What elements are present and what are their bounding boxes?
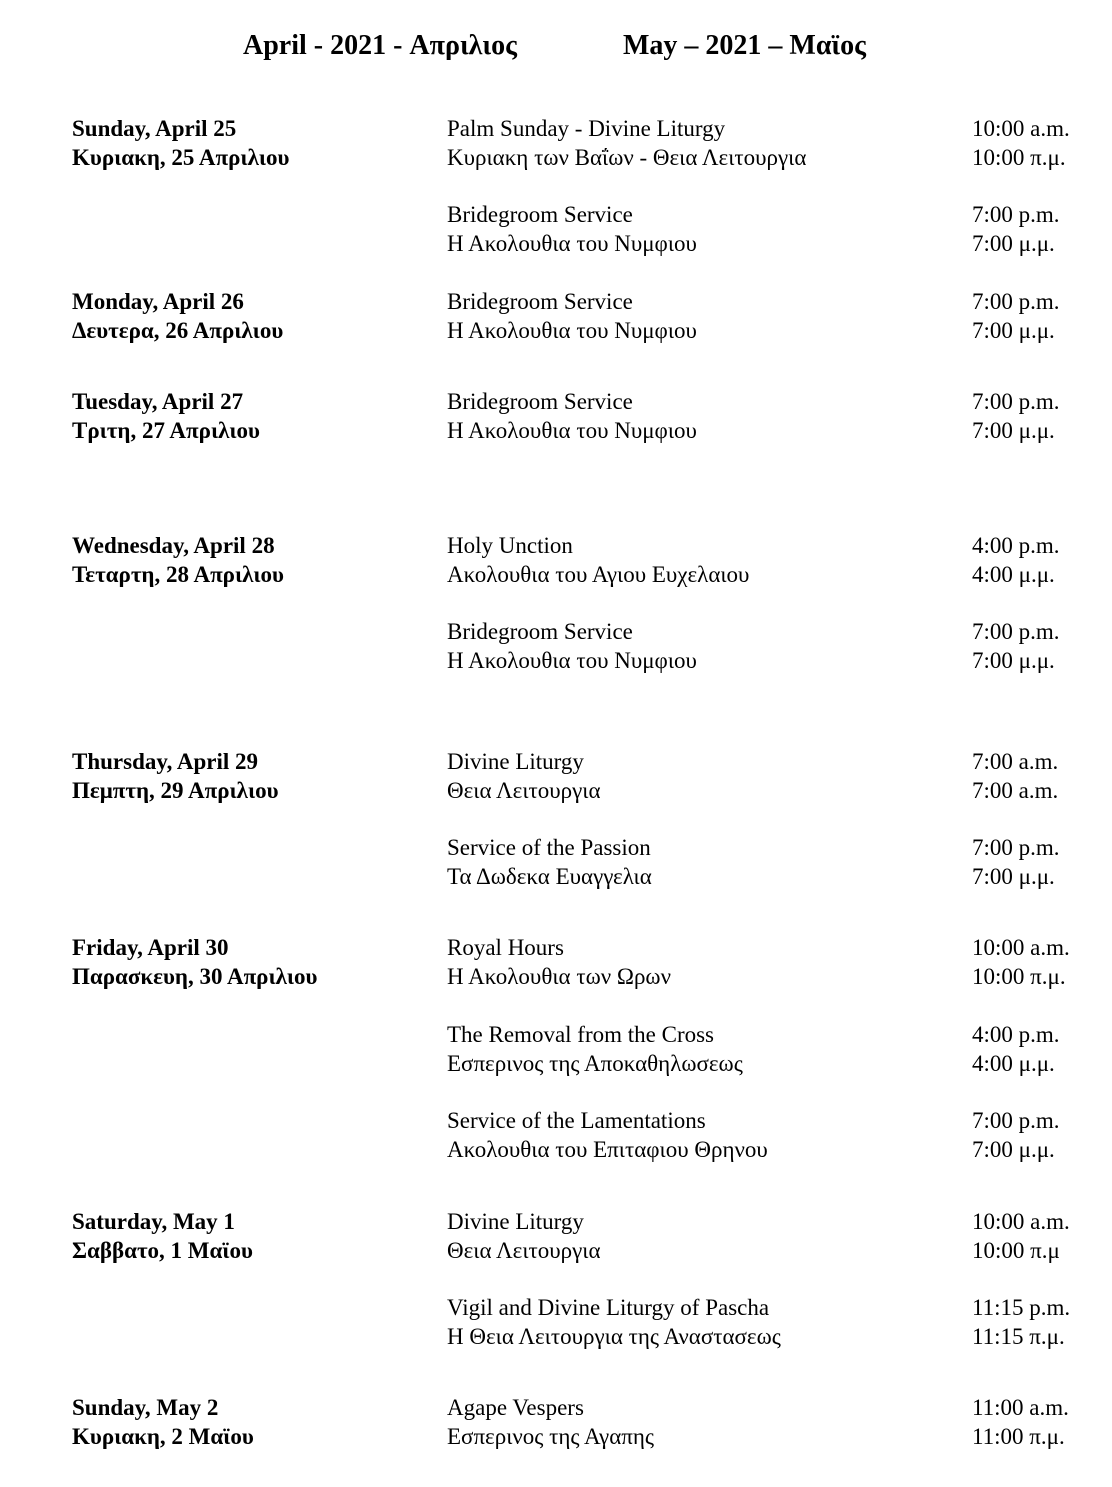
service-time-en: 7:00 p.m. — [972, 202, 1060, 227]
service-name-en: Divine Liturgy — [447, 749, 584, 774]
day-label-en: Friday, April 30 — [72, 935, 229, 960]
service-name-el: Η Ακολουθια των Ωρων — [447, 964, 671, 989]
day-label-el: Τριτη, 27 Απριλιου — [72, 418, 260, 443]
day-label-en: Monday, April 26 — [72, 289, 244, 314]
service-time-en: 7:00 p.m. — [972, 619, 1060, 644]
day-label-el: Τεταρτη, 28 Απριλιου — [72, 562, 284, 587]
service-time-el: 7:00 μ.μ. — [972, 231, 1055, 256]
header-may: May – 2021 – Μαϊος — [623, 30, 866, 61]
service-name-en: Divine Liturgy — [447, 1209, 584, 1234]
service-name-el: Η Θεια Λειτουργια της Αναστασεως — [447, 1324, 781, 1349]
service-name-en: Bridegroom Service — [447, 619, 633, 644]
service-name-el: Θεια Λειτουργια — [447, 1238, 601, 1263]
day-label-el: Σαββατο, 1 Μαϊου — [72, 1238, 253, 1263]
service-time-en: 7:00 a.m. — [972, 749, 1059, 774]
service-name-el: Η Ακολουθια του Νυμφιου — [447, 418, 697, 443]
day-label-el: Κυριακη, 2 Μαϊου — [72, 1424, 254, 1449]
day-label-en: Tuesday, April 27 — [72, 389, 244, 414]
day-label-el: Κυριακη, 25 Απριλιου — [72, 145, 290, 170]
service-time-en: 4:00 p.m. — [972, 533, 1060, 558]
service-time-el: 7:00 μ.μ. — [972, 864, 1055, 889]
service-name-el: Εσπερινος της Αποκαθηλωσεως — [447, 1051, 743, 1076]
service-name-en: Vigil and Divine Liturgy of Pascha — [447, 1295, 770, 1320]
service-name-en: Holy Unction — [447, 533, 573, 558]
service-time-el: 4:00 μ.μ. — [972, 1051, 1055, 1076]
service-name-el: Η Ακολουθια του Νυμφιου — [447, 318, 697, 343]
service-time-el: 10:00 π.μ. — [972, 964, 1066, 989]
service-name-en: Service of the Passion — [447, 835, 651, 860]
service-time-en: 7:00 p.m. — [972, 835, 1060, 860]
service-name-en: Bridegroom Service — [447, 289, 633, 314]
service-time-en: 10:00 a.m. — [972, 116, 1070, 141]
day-label-el: Παρασκευη, 30 Απριλιου — [72, 964, 318, 989]
day-label-en: Sunday, April 25 — [72, 116, 237, 141]
service-name-en: Agape Vespers — [447, 1395, 584, 1420]
service-name-en: Service of the Lamentations — [447, 1108, 706, 1133]
service-name-el: Τα Δωδεκα Ευαγγελια — [447, 864, 652, 889]
service-name-el: Κυριακη των Βαΐων - Θεια Λειτουργια — [447, 145, 807, 170]
service-time-el: 10:00 π.μ — [972, 1238, 1060, 1263]
service-name-en: Palm Sunday - Divine Liturgy — [447, 116, 726, 141]
service-time-el: 11:15 π.μ. — [972, 1324, 1065, 1349]
service-time-el: 7:00 μ.μ. — [972, 1137, 1055, 1162]
service-name-en: The Removal from the Cross — [447, 1022, 715, 1047]
day-label-en: Wednesday, April 28 — [72, 533, 275, 558]
service-time-en: 4:00 p.m. — [972, 1022, 1060, 1047]
service-time-en: 10:00 a.m. — [972, 1209, 1070, 1234]
day-label-en: Sunday, May 2 — [72, 1395, 219, 1420]
service-time-en: 10:00 a.m. — [972, 935, 1070, 960]
day-label-el: Δευτερα, 26 Απριλιου — [72, 318, 284, 343]
service-name-el: Ακολουθια του Επιταφιου Θρηνου — [447, 1137, 768, 1162]
service-name-el: Η Ακολουθια του Νυμφιου — [447, 231, 697, 256]
service-time-en: 7:00 p.m. — [972, 1108, 1060, 1133]
day-label-el: Πεμπτη, 29 Απριλιου — [72, 778, 279, 803]
service-name-el: Θεια Λειτουργια — [447, 778, 601, 803]
page-header — [0, 30, 1112, 70]
header-april: April - 2021 - Απριλιος — [243, 30, 517, 61]
day-label-en: Thursday, April 29 — [72, 749, 258, 774]
service-time-el: 7:00 μ.μ. — [972, 418, 1055, 443]
day-label-en: Saturday, May 1 — [72, 1209, 235, 1234]
service-name-en: Royal Hours — [447, 935, 564, 960]
service-name-en: Bridegroom Service — [447, 202, 633, 227]
service-time-el: 7:00 μ.μ. — [972, 648, 1055, 673]
service-time-el: 4:00 μ.μ. — [972, 562, 1055, 587]
service-name-el: Ακολουθια του Αγιου Ευχελαιου — [447, 562, 750, 587]
service-time-en: 7:00 p.m. — [972, 389, 1060, 414]
service-time-el: 10:00 π.μ. — [972, 145, 1066, 170]
service-time-en: 7:00 p.m. — [972, 289, 1060, 314]
service-name-el: Η Ακολουθια του Νυμφιου — [447, 648, 697, 673]
service-time-el: 7:00 μ.μ. — [972, 318, 1055, 343]
service-name-en: Bridegroom Service — [447, 389, 633, 414]
service-time-el: 11:00 π.μ. — [972, 1424, 1065, 1449]
service-name-el: Εσπερινος της Αγαπης — [447, 1424, 654, 1449]
service-time-el: 7:00 a.m. — [972, 778, 1059, 803]
service-time-en: 11:00 a.m. — [972, 1395, 1069, 1420]
service-time-en: 11:15 p.m. — [972, 1295, 1071, 1320]
